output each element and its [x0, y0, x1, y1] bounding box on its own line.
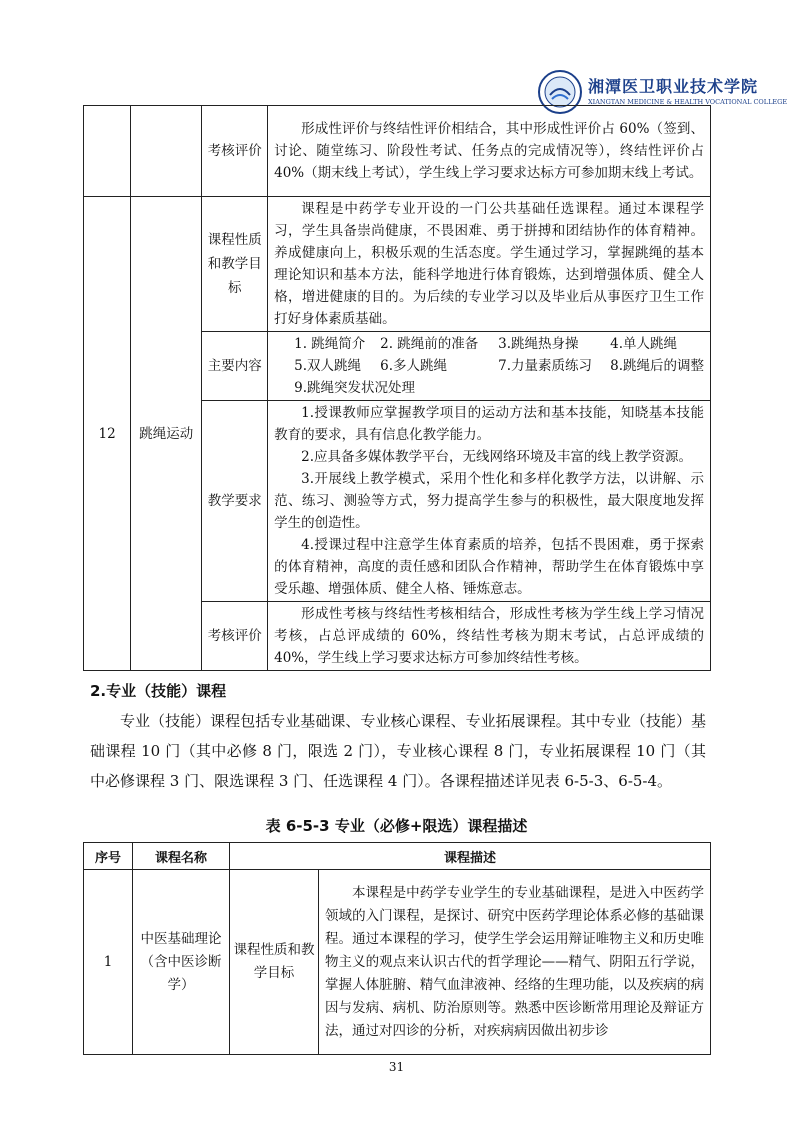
list-item: 9.跳绳突发状况处理	[294, 380, 415, 396]
table-cell	[131, 106, 202, 197]
college-name-en: XIANGTAN MEDICINE & HEALTH VOCATIONAL COLLEGE	[588, 98, 788, 106]
list-item: 7.力量素质练习	[498, 358, 592, 374]
requirements-cell	[268, 401, 711, 602]
list-item: 2. 跳绳前的准备	[380, 336, 479, 352]
table-header-row	[84, 843, 711, 870]
professional-course-table	[83, 842, 711, 1055]
column-header: 课程名称	[133, 843, 230, 870]
row-description: 课程是中药学专业开设的一门公共基础任选课程。通过本课程学习，学生具备崇尚健康，不畏困难、勇于拼搏和团结协作的体育精神。养成健康向上，积极乐观的生活态度。学生通过学习，掌握跳绳的基本理论知识和基本方法，能科学地进行体育锻炼，达到增强体质、健全人格，增进健康的目的。为后续的专业学习以及毕业后从事医疗卫生工作打好身体素质基础。	[268, 197, 711, 332]
course-number: 12	[84, 197, 131, 671]
table-cell	[84, 106, 131, 197]
column-header: 课程描述	[230, 843, 711, 870]
college-name-cn: 湘潭医卫职业技术学院	[588, 77, 759, 96]
course-table-continued	[83, 105, 711, 671]
course-name: 中医基础理论（含中医诊断学）	[133, 870, 230, 1055]
list-item: 6.多人跳绳	[380, 358, 447, 374]
row-item-label: 考核评价	[202, 106, 268, 197]
row-item-label: 课程性质和教学目标	[202, 197, 268, 332]
table-row	[84, 870, 711, 1055]
course-name: 跳绳运动	[131, 197, 202, 671]
row-description: 形成性考核与终结性考核相结合，形成性考核为学生线上学习情况考核，占总评成绩的 60%，终结性考核为期末考试，占总评成绩的 40%，学生线上学习要求达标方可参加终结性考核。	[268, 602, 711, 671]
requirement-item: 4.授课过程中注意学生体育素质的培养，包括不畏困难，勇于探索的体育精神，高度的责任感和团队合作精神，帮助学生在体育锻炼中享受乐趣、增强体质、健全人格、锤炼意志。	[274, 537, 704, 597]
table-caption: 表 6-5-3 专业（必修+限选）课程描述	[265, 817, 528, 835]
requirement-item: 2.应具备多媒体教学平台，无线网络环境及丰富的线上教学资源。	[301, 449, 692, 465]
list-item: 1. 跳绳简介	[294, 336, 366, 352]
page-number: 31	[388, 1060, 405, 1074]
row-item-label: 主要内容	[202, 332, 268, 401]
row-description: 本课程是中药学专业学生的专业基础课程，是进入中医药学领域的入门课程，是探讨、研究中医药学理论体系必修的基础课程。通过本课程的学习，使学生学会运用辩证唯物主义和历史唯物主义的观点来认识古代的哲学理论——精气、阴阳五行学说，掌握人体脏腑、精气血津液神、经络的生理功能，以及疾病的病因与发病、病机、防治原则等。熟悉中医诊断常用理论及辩证方法，通过对四诊的分析，对疾病病因做出初步诊	[319, 870, 711, 1055]
column-header: 序号	[84, 843, 133, 870]
requirement-item: 3.开展线上教学模式，采用个性化和多样化教学方法，以讲解、示范、练习、测验等方式，努力提高学生参与的积极性，最大限度地发挥学生的创造性。	[274, 471, 704, 531]
row-item-label: 课程性质和教学目标	[230, 870, 319, 1055]
table-row	[84, 106, 711, 197]
section-paragraph: 专业（技能）课程包括专业基础课、专业核心课程、专业拓展课程。其中专业（技能）基础课程 10 门（其中必修 8 门，限选 2 门），专业核心课程 8 门，专业拓展课程 10 门（其中必修课程 3 门、限选课程 3 门、任选课程 4 门）。各课程描述详见表 6-5-3、6-5-4。	[90, 712, 706, 790]
row-item-label: 教学要求	[202, 401, 268, 602]
list-item: 3.跳绳热身操	[498, 336, 579, 352]
content-list-cell	[268, 332, 711, 401]
list-item: 8.跳绳后的调整	[610, 358, 704, 374]
section-title: 2.专业（技能）课程	[90, 682, 227, 700]
requirement-item: 1.授课教师应掌握教学项目的运动方法和基本技能，知晓基本技能教育的要求，具有信息化教学能力。	[274, 405, 704, 443]
list-item: 5.双人跳绳	[294, 358, 361, 374]
row-item-label: 考核评价	[202, 602, 268, 671]
table-row	[84, 197, 711, 332]
content-list	[274, 333, 704, 399]
row-description: 形成性评价与终结性评价相结合，其中形成性评价占 60%（签到、讨论、随堂练习、阶段性考试、任务点的完成情况等），终结性评价占 40%（期末线上考试），学生线上学习要求达标方可参加期末线上考试。	[268, 106, 711, 197]
course-number: 1	[84, 870, 133, 1055]
list-item: 4.单人跳绳	[610, 336, 677, 352]
